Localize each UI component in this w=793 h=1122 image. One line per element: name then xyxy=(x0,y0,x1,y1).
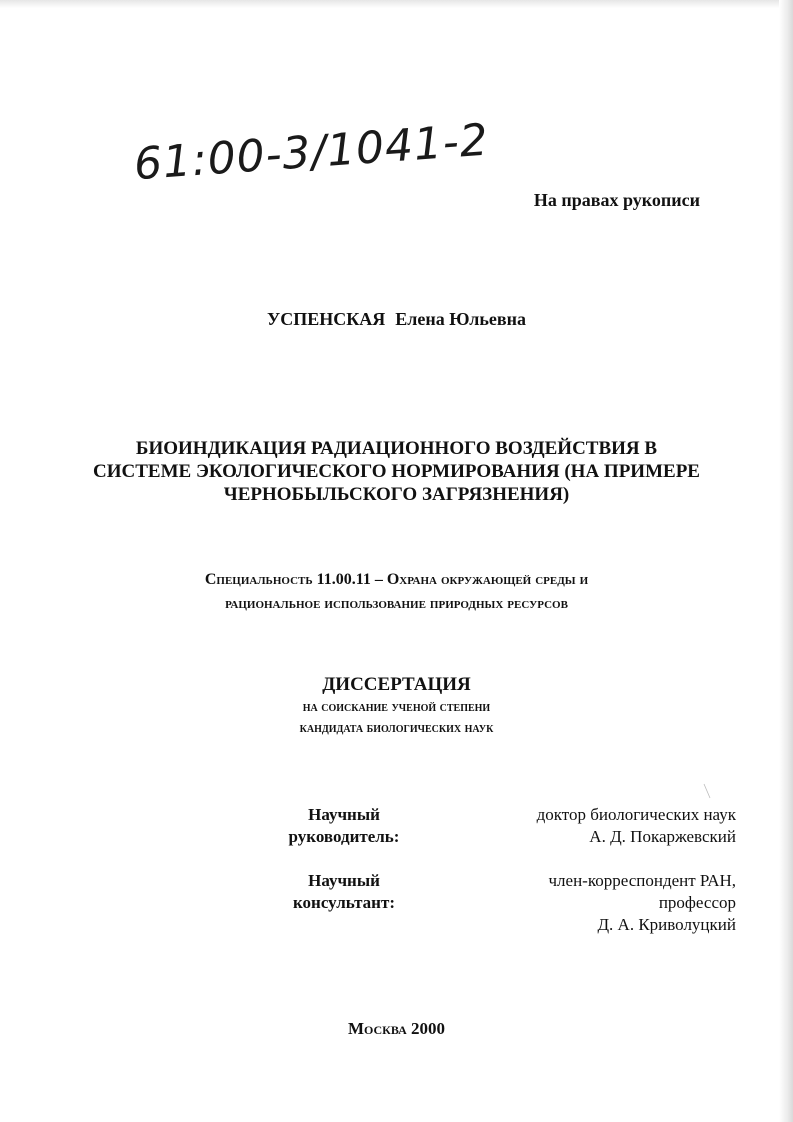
dissertation-label: ДИССЕРТАЦИЯ xyxy=(322,674,471,695)
supervisor-name: А. Д. Покаржевский xyxy=(589,827,736,846)
author-name xyxy=(0,309,793,330)
scan-edge-top xyxy=(0,0,793,8)
handwritten-archive-code xyxy=(130,112,520,202)
title-line: ЧЕРНОБЫЛЬСКОГО ЗАГРЯЗНЕНИЯ) xyxy=(223,484,570,505)
scan-edge-right xyxy=(779,0,793,1122)
scan-speck xyxy=(703,783,711,799)
consultant-rank: профессор xyxy=(658,893,736,912)
specialty-line: Специальность 11.00.11 – Охрана окружающей среды и xyxy=(204,571,589,588)
archive-code-text: 61:00-3/1041-2 xyxy=(132,114,491,191)
consultant-role-line: Научный xyxy=(308,871,380,890)
supervisor-role-line: руководитель: xyxy=(288,827,400,846)
specialty-line: рациональное использование природных ресурсов xyxy=(225,595,568,612)
specialty xyxy=(60,568,733,616)
degree-line: кандидата биологических наук xyxy=(299,721,494,736)
supervisor-person xyxy=(436,804,736,848)
consultant-role xyxy=(234,870,454,914)
consultant-title: член-корреспондент РАН, xyxy=(548,871,736,890)
degree-block xyxy=(0,673,793,739)
author-first-names: Елена Юльевна xyxy=(395,309,526,329)
supervisor-degree: доктор биологических наук xyxy=(536,805,736,824)
rights-note: На правах рукописи xyxy=(533,190,700,210)
author-last-name: УСПЕНСКАЯ xyxy=(267,309,386,329)
supervisor-role-line: Научный xyxy=(308,805,380,824)
consultant-role-line: консультант: xyxy=(292,893,395,912)
degree-line: на соискание ученой степени xyxy=(302,700,491,715)
consultant-person xyxy=(436,870,736,936)
dissertation-title xyxy=(60,437,733,506)
title-line: СИСТЕМЕ ЭКОЛОГИЧЕСКОГО НОРМИРОВАНИЯ (НА ПРИМЕРЕ xyxy=(93,461,700,482)
supervisor-role xyxy=(234,804,454,848)
title-line: БИОИНДИКАЦИЯ РАДИАЦИОННОГО ВОЗДЕЙСТВИЯ В xyxy=(135,438,658,459)
city-year: Москва 2000 xyxy=(347,1019,446,1038)
consultant-name: Д. А. Криволуцкий xyxy=(597,915,736,934)
